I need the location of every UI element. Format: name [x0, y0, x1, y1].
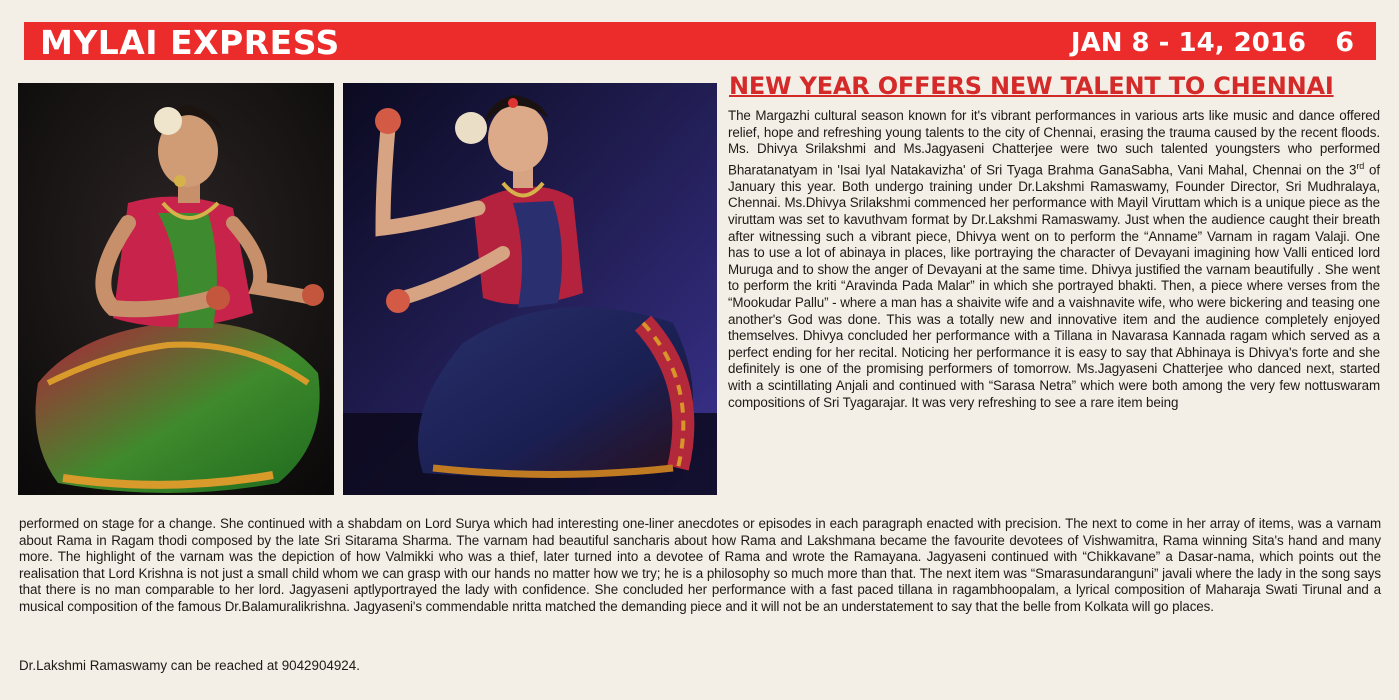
article-body-top	[728, 108, 1380, 411]
page-number: 6	[1335, 27, 1354, 58]
paper-name: MYLAI EXPRESS	[40, 23, 340, 62]
article-body-top-part1: The Margazhi cultural season known for it's vibrant performances in various arts like music and dance offered relief, hope and refreshing young talents to the city of Chennai, erasing the trauma caused by the recent floods. Ms. Dhivya Srilakshmi and Ms.Jagyaseni Chatterjee were two such talented youngsters who performed Bharatanatyam in 'Isai Iyal Natakavizha' of Sri Tyaga Brahma GanaSabha, Vani Mahal, Chennai on the 3	[728, 108, 1380, 178]
dancer-photo-left-icon	[18, 83, 334, 495]
article-body-bottom: performed on stage for a change. She continued with a shabdam on Lord Surya which had interesting one-liner anecdotes or episodes in each paragraph enacted with precision. The next to come in her array of items, was a varnam about Rama in Ragam thodi composed by the late Sri Sitarama Sharma. The varnam had beautiful sancharis about how Rama and Lakshmana became the favourite devotees of Vishwamitra, Rama winning Sita's hand and many more. The highlight of the varnam was the depiction of how Valmikki who was a thief, later turned into a devotee of Rama and wrote the Ramayana. Jagyaseni continued with “Chikkavane” a Dasar-nama, which points out the realisation that Lord Krishna is not just a small child whom we can grasp with our hands no matter how we try; he is a philosophy so much more than that. The next item was “Smarasundaranguni” javali where the lady in the song says that there is no man comparable to her lord. Jagyaseni aptlyportrayed the lady with confidence. She concluded her performance with a fast paced tillana in ragambhoopalam, a lyrical composition of Maharaja Swati Tirunal and a musical composition of the famous Dr.Balamuralikrishna. Jagyaseni's commendable nritta matched the demanding piece and it will not be an understatement to say that the belle from Kolkata will go places.	[19, 516, 1381, 614]
issue-date: JAN 8 - 14, 2016	[1070, 28, 1306, 58]
article-headline: NEW YEAR OFFERS NEW TALENT TO CHENNAI	[729, 72, 1334, 100]
dancer-photo-left	[18, 83, 334, 495]
ordinal-suffix: rd	[1356, 160, 1365, 171]
masthead-bar	[24, 22, 1376, 60]
article-body-top-part2: of January this year. Both undergo training under Dr.Lakshmi Ramaswamy, Founder Director, Sri Mudhralaya, Chennai. Ms.Dhivya Srilakshmi commenced her performance with Mayil Viruttam which is a unique piece as the viruttam was set to kavuthvam format by Dr.Lakshmi Ramaswamy. Just when the audience caught their breath after witnessing such a vibrant piece, Dhivya went on to perform the “Anname” Varnam in ragam Valaji. One has to use a lot of abinaya in places, like portraying the character of Devayani imagining how Valli enticed lord Muruga and to show the anger of Devayani at the same time. Dhivya justified the varnam beautifully . She went to perform the kriti “Aravinda Pada Malar” in which she portrayed bhakti. Then, a piece where verses from the “Mookudar Pallu” - where a man has a shaivite wife and a vaishnavite wife, who were bickering and teasing one another's God was done. This was a totally new and innovative item and the audience completely enjoyed themselves. Dhivya concluded her performance with a Tillana in Navarasa Kannada ragam which served as a perfect ending for her recital. Noticing her performance it is easy to say that Abhinaya is Dhivya's forte and she definitely is one of the promising performers of tomorrow. Ms.Jagyaseni Chatterjee who danced next, started with a scintillating Anjali and continued with “Sarasa Netra” which were both among the very few nottuswaram compositions of Sri Tyagarajar. It was very refreshing to see a rare item being	[728, 162, 1380, 410]
dancer-photo-right-icon	[343, 83, 717, 495]
contact-line: Dr.Lakshmi Ramaswamy can be reached at 9042904924.	[19, 658, 360, 673]
dancer-photo-right	[343, 83, 717, 495]
